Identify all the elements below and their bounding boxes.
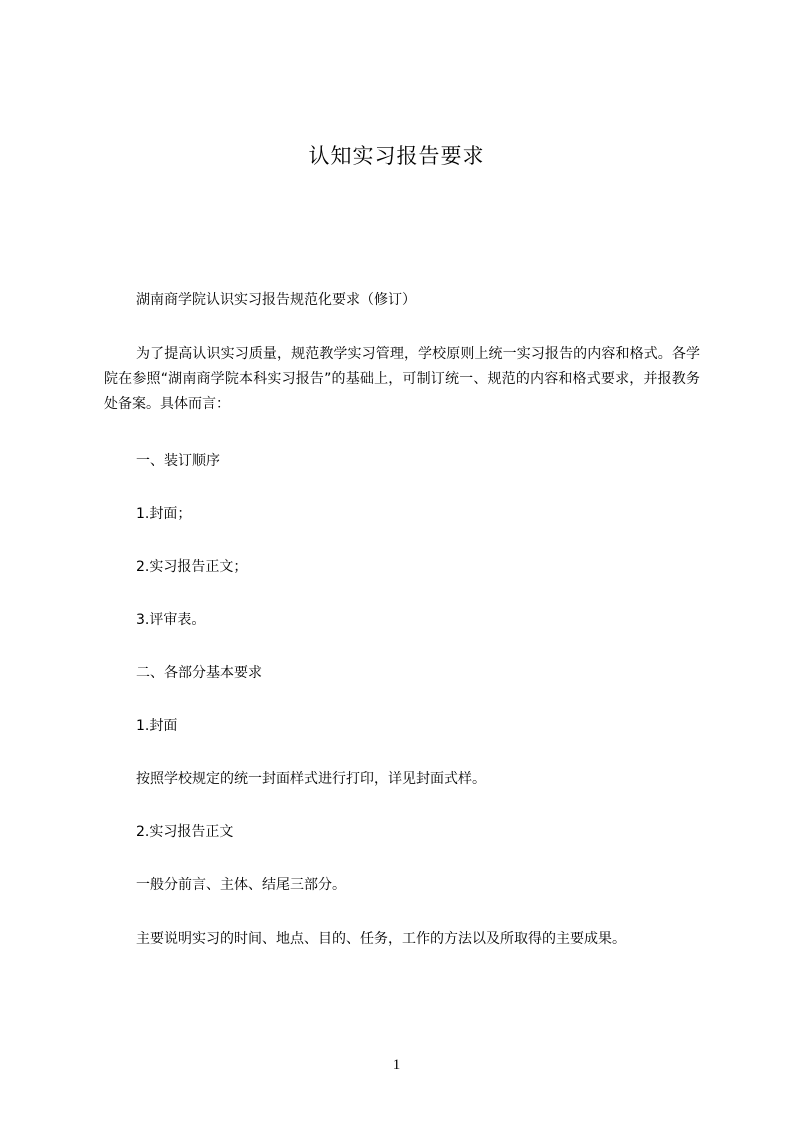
paragraph-three-parts: 一般分前言、主体、结尾三部分。 — [136, 877, 346, 893]
list-item-cover: 1.封面； — [136, 506, 192, 522]
section-heading-basic-requirements: 二、各部分基本要求 — [136, 665, 262, 681]
paragraph-main-content: 主要说明实习的时间、地点、目的、任务，工作的方法以及所取得的主要成果。 — [136, 931, 626, 947]
intro-paragraph: 为了提高认识实习质量，规范教学实习管理，学校原则上统一实习报告的内容和格式。各学院在参照“湖南商学院本科实习报告”的基础上，可制订统一、规范的内容和格式要求，并报教务处备案。具体而言： — [104, 346, 700, 412]
paragraph-cover-print: 按照学校规定的统一封面样式进行打印，详见封面式样。 — [136, 771, 486, 787]
document-title: 认知实习报告要求 — [308, 144, 485, 168]
list-item-report-body: 2.实习报告正文； — [136, 559, 248, 575]
sub-heading-report-body: 2.实习报告正文 — [136, 824, 234, 840]
page-number: 1 — [392, 1057, 401, 1073]
section-heading-binding-order: 一、装订顺序 — [136, 453, 220, 469]
list-item-review-form: 3.评审表。 — [136, 612, 206, 628]
sub-heading-cover: 1.封面 — [136, 718, 178, 734]
document-subtitle: 湖南商学院认识实习报告规范化要求（修订） — [136, 292, 416, 308]
